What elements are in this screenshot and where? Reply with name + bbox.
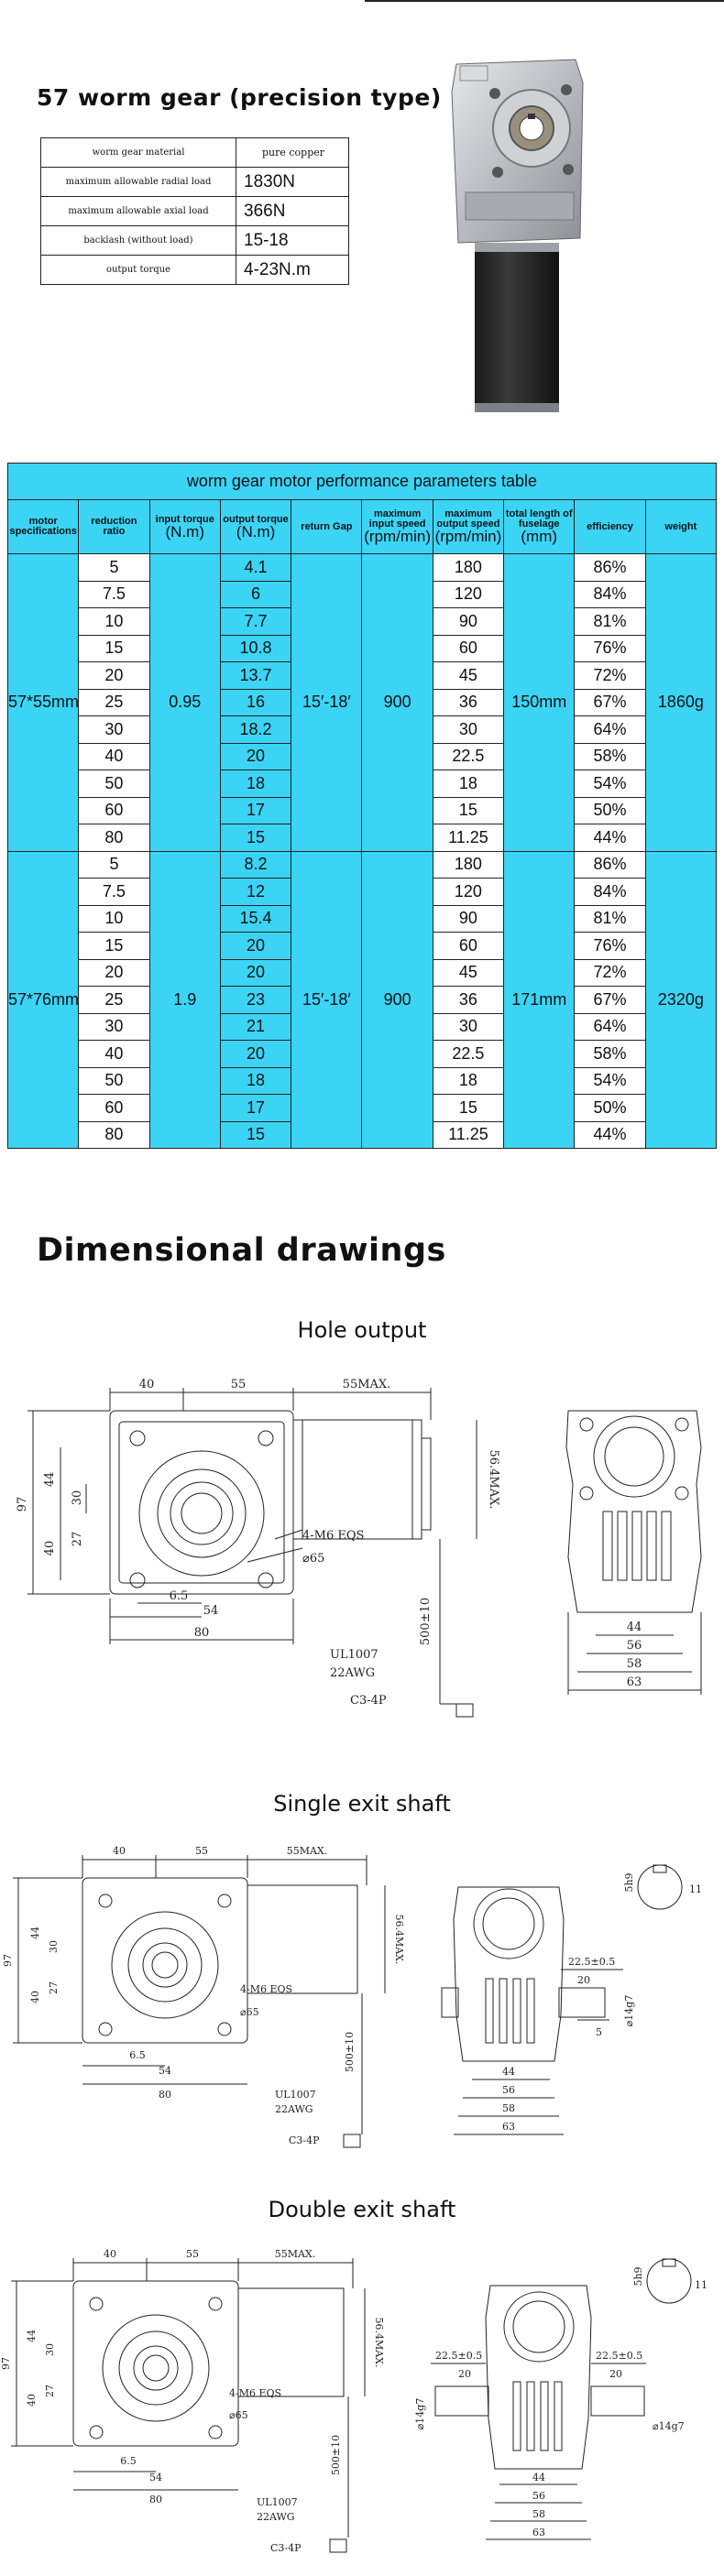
dim-label: 54 <box>203 1604 219 1618</box>
cell-output-speed: 180 <box>433 554 503 582</box>
dim-label: 40 <box>26 2394 38 2407</box>
cell-output-speed: 45 <box>433 959 503 987</box>
dim-label: 58 <box>502 2102 515 2114</box>
dim-label: 40 <box>113 1845 126 1857</box>
dim-label: 22AWG <box>257 2511 295 2523</box>
dim-label: 97 <box>2 1954 14 1967</box>
cell-ratio: 15 <box>79 635 149 662</box>
cell-length: 150mm <box>504 554 575 852</box>
cell-efficiency: 67% <box>575 689 645 716</box>
cell-ratio: 80 <box>79 1121 149 1149</box>
dim-label: 63 <box>502 2121 515 2133</box>
spec-label: output torque <box>41 256 236 285</box>
cell-output-torque: 18 <box>220 770 291 798</box>
cell-output-speed: 18 <box>433 770 503 798</box>
cell-ratio: 10 <box>79 905 149 933</box>
dim-label: 5h9 <box>623 1872 635 1893</box>
cell-efficiency: 81% <box>575 905 645 933</box>
cell-output-speed: 15 <box>433 797 503 824</box>
dim-label: 54 <box>149 2472 162 2483</box>
dim-label: 4-M6 EQS <box>302 1529 365 1543</box>
dim-label: 56 <box>626 1639 642 1653</box>
header-unit: (rpm/min) <box>434 528 502 545</box>
dim-label: 6.5 <box>120 2455 137 2467</box>
cell-weight: 1860g <box>645 554 716 852</box>
cell-output-speed: 30 <box>433 1013 503 1041</box>
cell-output-speed: 22.5 <box>433 1041 503 1068</box>
dim-label: 63 <box>532 2527 545 2538</box>
cell-ratio: 5 <box>79 554 149 582</box>
cell-output-speed: 36 <box>433 689 503 716</box>
spec-row <box>41 197 349 226</box>
dim-label: 40 <box>138 1378 155 1392</box>
cell-output-torque: 20 <box>220 959 291 987</box>
cell-output-torque: 8.2 <box>220 851 291 879</box>
cell-max-input-speed: 900 <box>362 554 433 852</box>
spec-value: 1830N <box>236 168 349 197</box>
header-unit: (mm) <box>521 528 558 545</box>
cell-ratio: 80 <box>79 824 149 852</box>
cell-output-speed: 120 <box>433 879 503 906</box>
drawing-title-single-shaft: Single exit shaft <box>273 1791 451 1817</box>
cell-ratio: 5 <box>79 851 149 879</box>
cell-output-torque: 23 <box>220 987 291 1014</box>
cell-output-speed: 120 <box>433 581 503 608</box>
cell-ratio: 20 <box>79 662 149 690</box>
cell-efficiency: 86% <box>575 851 645 879</box>
cell-output-torque: 10.8 <box>220 635 291 662</box>
header-text: output torque <box>223 513 289 525</box>
cell-ratio: 7.5 <box>79 879 149 906</box>
cell-efficiency: 64% <box>575 1013 645 1041</box>
cell-output-torque: 15.4 <box>220 905 291 933</box>
dim-label: 55 <box>186 2248 199 2260</box>
cell-efficiency: 44% <box>575 824 645 852</box>
cell-output-torque: 21 <box>220 1013 291 1041</box>
dim-label: 55 <box>230 1378 247 1392</box>
dim-label: 6.5 <box>129 2049 146 2061</box>
dim-label: 22AWG <box>330 1666 376 1680</box>
dim-label: 27 <box>44 2385 56 2397</box>
drawing-double-exit-shaft <box>0 2235 724 2576</box>
dim-label: 44 <box>29 1927 41 1939</box>
spec-value: pure copper <box>236 138 349 168</box>
dim-label: 40 <box>43 1540 57 1556</box>
cell-length: 171mm <box>504 851 575 1149</box>
dim-label: 44 <box>26 2330 38 2342</box>
cell-ratio: 50 <box>79 770 149 798</box>
dim-label: 55MAX. <box>342 1378 391 1392</box>
spec-label: worm gear material <box>41 138 236 168</box>
dimensional-drawings-heading: Dimensional drawings <box>37 1232 446 1269</box>
cell-output-torque: 12 <box>220 879 291 906</box>
spec-table <box>40 137 349 285</box>
performance-table <box>7 463 717 1149</box>
cell-ratio: 25 <box>79 689 149 716</box>
dim-label: 500±10 <box>330 2434 342 2476</box>
dim-label: 58 <box>626 1657 642 1671</box>
dim-label: C3-4P <box>289 2134 320 2146</box>
drawing-hole-output <box>0 1356 724 1731</box>
cell-output-torque: 15 <box>220 1121 291 1149</box>
cell-output-speed: 22.5 <box>433 743 503 770</box>
spec-label: maximum allowable axial load <box>41 197 236 226</box>
cell-efficiency: 72% <box>575 662 645 690</box>
dim-label: 56.4MAX. <box>487 1449 500 1510</box>
spec-row <box>41 138 349 168</box>
dim-label: 27 <box>71 1531 84 1547</box>
col-header-return-gap: return Gap <box>291 500 362 554</box>
dim-label: ⌀14g7 <box>623 1994 635 2027</box>
spec-label: backlash (without load) <box>41 226 236 256</box>
dim-label: C3-4P <box>350 1694 387 1708</box>
spec-value: 15-18 <box>236 226 349 256</box>
cell-efficiency: 58% <box>575 1041 645 1068</box>
dim-label: 500±10 <box>344 2031 356 2073</box>
cell-efficiency: 86% <box>575 554 645 582</box>
col-header-ratio: reduction ratio <box>79 500 149 554</box>
spec-row <box>41 226 349 256</box>
cell-ratio: 60 <box>79 1095 149 1122</box>
dim-label: 44 <box>43 1471 57 1488</box>
dim-label: 55MAX. <box>274 2248 316 2260</box>
cell-efficiency: 50% <box>575 797 645 824</box>
dim-label: ⌀65 <box>229 2409 248 2421</box>
spec-value: 366N <box>236 197 349 226</box>
cell-output-speed: 90 <box>433 608 503 636</box>
dim-label: 20 <box>577 1974 590 1986</box>
cell-output-speed: 15 <box>433 1095 503 1122</box>
cell-efficiency: 76% <box>575 933 645 960</box>
cell-ratio: 7.5 <box>79 581 149 608</box>
performance-table-wrapper <box>7 463 717 1149</box>
cell-output-speed: 60 <box>433 635 503 662</box>
drawing-single-exit-shaft <box>0 1832 724 2171</box>
dim-label: 44 <box>626 1621 642 1634</box>
dim-label: 55 <box>195 1845 208 1857</box>
dim-label: 80 <box>193 1626 210 1640</box>
header-unit: (rpm/min) <box>364 528 431 545</box>
cell-output-torque: 17 <box>220 797 291 824</box>
dim-label: 22AWG <box>275 2103 313 2115</box>
cell-output-speed: 180 <box>433 851 503 879</box>
table-row <box>8 851 717 879</box>
cell-ratio: 40 <box>79 1041 149 1068</box>
header-unit: (N.m) <box>165 522 204 540</box>
cell-ratio: 40 <box>79 743 149 770</box>
cell-ratio: 60 <box>79 797 149 824</box>
cell-input-torque: 1.9 <box>149 851 220 1149</box>
dim-label: 27 <box>48 1981 60 1994</box>
dim-label: ⌀65 <box>240 2006 259 2018</box>
dim-label: 20 <box>458 2368 471 2380</box>
cell-efficiency: 58% <box>575 743 645 770</box>
cell-output-speed: 30 <box>433 716 503 744</box>
cell-output-torque: 18 <box>220 1067 291 1095</box>
cell-efficiency: 84% <box>575 581 645 608</box>
performance-table-body <box>8 554 717 1149</box>
cell-efficiency: 54% <box>575 770 645 798</box>
cell-output-speed: 90 <box>433 905 503 933</box>
dim-label: C3-4P <box>270 2542 302 2554</box>
cell-efficiency: 54% <box>575 1067 645 1095</box>
cell-ratio: 15 <box>79 933 149 960</box>
cell-ratio: 30 <box>79 716 149 744</box>
dim-label: 40 <box>29 1991 41 2003</box>
dim-label: 22.5±0.5 <box>596 2350 643 2362</box>
dim-label: 4-M6 EQS <box>240 1983 293 1995</box>
dim-label: 4-M6 EQS <box>229 2387 282 2399</box>
col-header-motor: motor specifications <box>8 500 79 554</box>
dim-label: 80 <box>149 2494 162 2505</box>
cell-efficiency: 84% <box>575 879 645 906</box>
dim-label: 54 <box>159 2065 171 2077</box>
col-header-max-output-speed <box>433 500 503 554</box>
perf-table-title: worm gear motor performance parameters table <box>8 464 717 500</box>
cell-return-gap: 15′-18′ <box>291 554 362 852</box>
dim-label: 20 <box>609 2368 622 2380</box>
cell-motor: 57*76mm <box>8 851 79 1149</box>
dim-label: UL1007 <box>257 2496 298 2508</box>
cell-efficiency: 81% <box>575 608 645 636</box>
cell-max-input-speed: 900 <box>362 851 433 1149</box>
cell-output-speed: 11.25 <box>433 824 503 852</box>
cell-output-speed: 18 <box>433 1067 503 1095</box>
dim-label: 55MAX. <box>286 1845 328 1857</box>
dim-label: ⌀65 <box>302 1552 325 1566</box>
cell-efficiency: 72% <box>575 959 645 987</box>
header-text: maximum input speed <box>368 508 426 529</box>
cell-output-torque: 15 <box>220 824 291 852</box>
col-header-weight: weight <box>645 500 716 554</box>
cell-output-speed: 60 <box>433 933 503 960</box>
col-header-output-torque <box>220 500 291 554</box>
dim-label: ⌀14g7 <box>653 2420 685 2432</box>
cell-motor: 57*55mm <box>8 554 79 852</box>
spec-row <box>41 168 349 197</box>
header-text: total length of fuselage <box>505 508 573 529</box>
col-header-length <box>504 500 575 554</box>
cell-output-torque: 20 <box>220 1041 291 1068</box>
cell-weight: 2320g <box>645 851 716 1149</box>
cell-output-torque: 4.1 <box>220 554 291 582</box>
dim-label: 56.4MAX. <box>373 2317 385 2368</box>
col-header-max-input-speed <box>362 500 433 554</box>
spec-label: maximum allowable radial load <box>41 168 236 197</box>
cell-output-torque: 13.7 <box>220 662 291 690</box>
cell-output-torque: 16 <box>220 689 291 716</box>
dim-label: UL1007 <box>275 2089 316 2101</box>
cell-efficiency: 64% <box>575 716 645 744</box>
cell-ratio: 50 <box>79 1067 149 1095</box>
dim-label: 500±10 <box>419 1597 433 1646</box>
cell-efficiency: 76% <box>575 635 645 662</box>
dim-label: 11 <box>689 1883 702 1895</box>
dim-label: 97 <box>0 2357 12 2370</box>
col-header-efficiency: efficiency <box>575 500 645 554</box>
cell-ratio: 20 <box>79 959 149 987</box>
cell-output-speed: 36 <box>433 987 503 1014</box>
cell-efficiency: 50% <box>575 1095 645 1122</box>
dim-label: 11 <box>695 2279 708 2291</box>
cell-ratio: 25 <box>79 987 149 1014</box>
dim-label: 56.4MAX. <box>393 1914 405 1965</box>
cell-return-gap: 15′-18′ <box>291 851 362 1149</box>
dim-label: 30 <box>71 1490 84 1506</box>
cell-efficiency: 44% <box>575 1121 645 1149</box>
dim-label: 80 <box>159 2089 171 2101</box>
dim-label: 56 <box>502 2084 515 2096</box>
dim-label: UL1007 <box>330 1648 378 1662</box>
dim-label: 22.5±0.5 <box>435 2350 483 2362</box>
dim-label: 5 <box>596 2026 602 2038</box>
top-divider-line <box>365 0 724 2</box>
worm-gear-motor-photo <box>447 55 585 412</box>
header-text: input torque <box>155 513 214 525</box>
dim-label: 63 <box>626 1675 642 1689</box>
dim-label: 22.5±0.5 <box>568 1956 616 1968</box>
drawing-title-hole-output: Hole output <box>297 1317 427 1343</box>
cell-output-torque: 6 <box>220 581 291 608</box>
drawing-title-double-shaft: Double exit shaft <box>268 2197 456 2222</box>
spec-row <box>41 256 349 285</box>
cell-output-torque: 17 <box>220 1095 291 1122</box>
dim-label: 56 <box>532 2490 545 2502</box>
cell-ratio: 10 <box>79 608 149 636</box>
dim-label: 44 <box>532 2472 545 2483</box>
spec-value: 4-23N.m <box>236 256 349 285</box>
dim-label: 58 <box>532 2508 545 2520</box>
product-title: 57 worm gear (precision type) <box>37 84 442 111</box>
dim-label: 40 <box>104 2248 116 2260</box>
dim-label: 30 <box>48 1940 60 1953</box>
cell-input-torque: 0.95 <box>149 554 220 852</box>
cell-output-torque: 20 <box>220 743 291 770</box>
dim-label: ⌀14g7 <box>414 2397 426 2430</box>
header-text: maximum output speed <box>436 508 500 529</box>
col-header-input-torque <box>149 500 220 554</box>
dim-label: 6.5 <box>169 1589 189 1603</box>
cell-output-speed: 11.25 <box>433 1121 503 1149</box>
header-unit: (N.m) <box>236 522 276 540</box>
cell-output-torque: 7.7 <box>220 608 291 636</box>
table-row <box>8 554 717 582</box>
cell-efficiency: 67% <box>575 987 645 1014</box>
cell-ratio: 30 <box>79 1013 149 1041</box>
cell-output-torque: 20 <box>220 933 291 960</box>
dim-label: 97 <box>16 1496 29 1512</box>
cell-output-torque: 18.2 <box>220 716 291 744</box>
dim-label: 30 <box>44 2343 56 2356</box>
dim-label: 5h9 <box>632 2266 644 2287</box>
dim-label: 44 <box>502 2066 515 2078</box>
cell-output-speed: 45 <box>433 662 503 690</box>
